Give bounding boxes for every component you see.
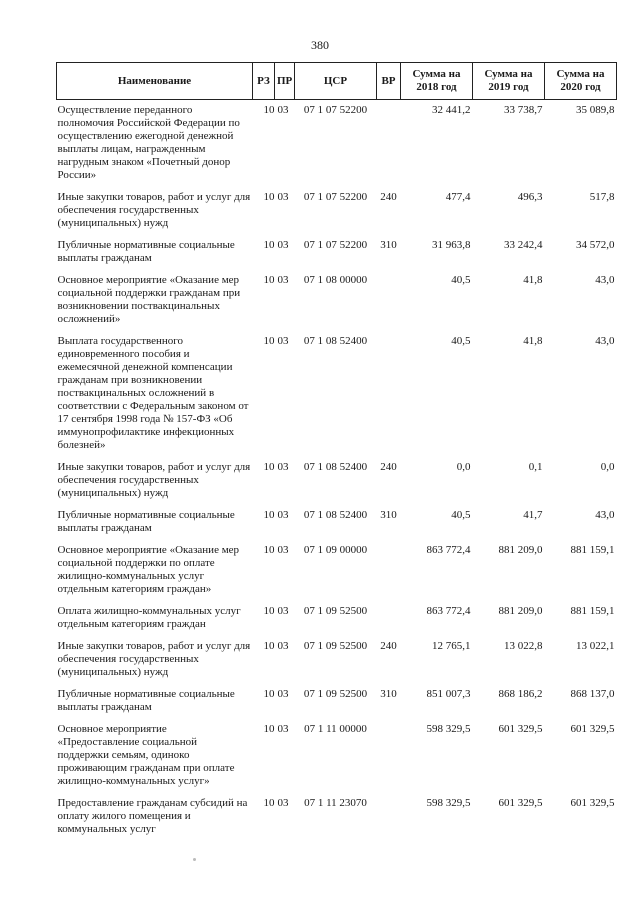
row-sum-2018: 851 007,3 [426, 688, 471, 700]
row-rz: 10 [263, 605, 275, 617]
row-sum-2020: 43,0 [595, 335, 615, 347]
row-rz: 10 [263, 104, 275, 116]
row-sum-2020: 13 022,1 [576, 640, 615, 652]
table-row [57, 505, 617, 540]
row-csr: 07 1 08 00000 [303, 274, 368, 286]
row-pr: 03 [277, 509, 289, 521]
row-sum-2020: 35 089,8 [576, 104, 615, 116]
row-sum-2019: 601 329,5 [498, 723, 543, 735]
row-name: Иные закупки товаров, работ и услуг для обеспечения государственных (муниципальных) нужд [57, 191, 251, 229]
row-sum-2018: 863 772,4 [426, 605, 471, 617]
header-sum-2018: Сумма на 2018 год [401, 63, 473, 100]
row-csr: 07 1 09 52500 [303, 605, 368, 617]
row-sum-2018: 863 772,4 [426, 544, 471, 556]
row-vr [377, 601, 401, 636]
row-name: Публичные нормативные социальные выплаты гражданам [57, 509, 235, 534]
table-row [57, 601, 617, 636]
row-rz: 10 [263, 688, 275, 700]
row-pr: 03 [277, 605, 289, 617]
row-csr: 07 1 07 52200 [303, 239, 368, 251]
row-vr [377, 793, 401, 841]
row-name: Предоставление гражданам субсидий на оплату жилого помещения и коммунальных услуг [57, 797, 248, 835]
row-sum-2020: 0,0 [600, 461, 615, 473]
row-name: Публичные нормативные социальные выплаты гражданам [57, 239, 235, 264]
row-vr: 240 [380, 640, 397, 652]
row-pr: 03 [277, 274, 289, 286]
row-vr: 310 [380, 239, 397, 251]
row-csr: 07 1 08 52400 [303, 509, 368, 521]
row-pr: 03 [277, 191, 289, 203]
row-sum-2019: 496,3 [517, 191, 543, 203]
row-rz: 10 [263, 274, 275, 286]
table-row [57, 719, 617, 793]
row-name: Основное мероприятие «Оказание мер социальной поддержки по оплате жилищно-коммунальных услуг отдельным категориям граждан» [57, 544, 240, 595]
row-name: Основное мероприятие «Предоставление социальной поддержки семьям, одиноко проживающим гражданам при оплате жилищно-коммунальных услуг» [57, 723, 235, 787]
table-row [57, 270, 617, 331]
row-pr: 03 [277, 688, 289, 700]
table-row [57, 540, 617, 601]
row-sum-2019: 33 738,7 [504, 104, 543, 116]
row-sum-2020: 601 329,5 [570, 723, 615, 735]
budget-table [56, 62, 617, 841]
header-rz: РЗ [253, 63, 275, 100]
row-csr: 07 1 07 52200 [303, 104, 368, 116]
row-name: Выплата государственного единовременного пособия и ежемесячной денежной компенсации гражданам при возникновении поствакцинальных осложнений в соответствии с Федеральным законом от 17 сентября 1998 года № 157-ФЗ «Об иммунопрофилактике инфекционных болезней» [57, 335, 249, 451]
row-name: Оплата жилищно-коммунальных услуг отдельным категориям граждан [57, 605, 241, 630]
row-sum-2018: 40,5 [451, 335, 471, 347]
row-vr: 240 [380, 461, 397, 473]
row-sum-2020: 517,8 [589, 191, 615, 203]
row-rz: 10 [263, 461, 275, 473]
row-csr: 07 1 08 52400 [303, 335, 368, 347]
row-vr: 310 [380, 688, 397, 700]
row-sum-2019: 33 242,4 [504, 239, 543, 251]
scan-speck [193, 858, 196, 861]
row-sum-2019: 881 209,0 [498, 544, 543, 556]
row-csr: 07 1 09 00000 [303, 544, 368, 556]
table-row [57, 331, 617, 457]
row-sum-2020: 868 137,0 [570, 688, 615, 700]
table-row [57, 100, 617, 188]
table-row [57, 457, 617, 505]
row-sum-2018: 477,4 [445, 191, 471, 203]
row-csr: 07 1 09 52500 [303, 640, 368, 652]
row-name: Иные закупки товаров, работ и услуг для обеспечения государственных (муниципальных) нужд [57, 461, 251, 499]
row-pr: 03 [277, 104, 289, 116]
table-row [57, 187, 617, 235]
row-sum-2018: 32 441,2 [432, 104, 471, 116]
row-vr [377, 331, 401, 457]
row-sum-2018: 40,5 [451, 509, 471, 521]
table-header [57, 63, 617, 100]
row-pr: 03 [277, 461, 289, 473]
row-csr: 07 1 07 52200 [303, 191, 368, 203]
row-vr [377, 100, 401, 188]
row-csr: 07 1 11 00000 [304, 723, 367, 735]
header-csr: ЦСР [295, 63, 377, 100]
header-pr: ПР [275, 63, 295, 100]
row-csr: 07 1 11 23070 [304, 797, 367, 809]
row-csr: 07 1 08 52400 [303, 461, 368, 473]
row-name: Иные закупки товаров, работ и услуг для обеспечения государственных (муниципальных) нужд [57, 640, 251, 678]
row-sum-2020: 881 159,1 [570, 544, 615, 556]
row-sum-2019: 0,1 [528, 461, 543, 473]
row-rz: 10 [263, 509, 275, 521]
row-name: Основное мероприятие «Оказание мер социальной поддержки гражданам при возникновении поствакцинальных осложнений» [57, 274, 241, 325]
row-sum-2020: 881 159,1 [570, 605, 615, 617]
table-row [57, 636, 617, 684]
row-rz: 10 [263, 239, 275, 251]
row-sum-2019: 41,7 [523, 509, 543, 521]
row-name: Публичные нормативные социальные выплаты гражданам [57, 688, 235, 713]
row-pr: 03 [277, 797, 289, 809]
row-csr: 07 1 09 52500 [303, 688, 368, 700]
row-sum-2019: 868 186,2 [498, 688, 543, 700]
row-rz: 10 [263, 797, 275, 809]
header-sum-2020: Сумма на 2020 год [545, 63, 617, 100]
row-rz: 10 [263, 544, 275, 556]
row-rz: 10 [263, 640, 275, 652]
row-sum-2018: 40,5 [451, 274, 471, 286]
table-body [57, 100, 617, 842]
row-sum-2019: 13 022,8 [504, 640, 543, 652]
row-sum-2018: 0,0 [456, 461, 471, 473]
row-rz: 10 [263, 335, 275, 347]
row-rz: 10 [263, 723, 275, 735]
row-sum-2018: 598 329,5 [426, 723, 471, 735]
row-sum-2020: 43,0 [595, 274, 615, 286]
row-vr [377, 270, 401, 331]
row-vr: 310 [380, 509, 397, 521]
table-row [57, 235, 617, 270]
row-sum-2020: 43,0 [595, 509, 615, 521]
row-sum-2019: 881 209,0 [498, 605, 543, 617]
row-sum-2019: 41,8 [523, 335, 543, 347]
header-vr: ВР [377, 63, 401, 100]
table-row [57, 793, 617, 841]
row-sum-2020: 601 329,5 [570, 797, 615, 809]
row-vr [377, 540, 401, 601]
row-pr: 03 [277, 723, 289, 735]
row-rz: 10 [263, 191, 275, 203]
row-sum-2020: 34 572,0 [576, 239, 615, 251]
header-sum-2019: Сумма на 2019 год [473, 63, 545, 100]
row-vr: 240 [380, 191, 397, 203]
row-sum-2018: 31 963,8 [432, 239, 471, 251]
table-row [57, 684, 617, 719]
header-name: Наименование [57, 63, 253, 100]
row-pr: 03 [277, 239, 289, 251]
page-number: 380 [311, 38, 329, 52]
row-sum-2018: 598 329,5 [426, 797, 471, 809]
row-sum-2019: 601 329,5 [498, 797, 543, 809]
row-vr [377, 719, 401, 793]
row-sum-2019: 41,8 [523, 274, 543, 286]
row-sum-2018: 12 765,1 [432, 640, 471, 652]
row-pr: 03 [277, 544, 289, 556]
row-pr: 03 [277, 335, 289, 347]
row-pr: 03 [277, 640, 289, 652]
row-name: Осуществление переданного полномочия Российской Федерации по осуществлению ежегодной денежной выплаты лицам, награжденным нагрудным знаком «Почетный донор России» [57, 104, 240, 181]
